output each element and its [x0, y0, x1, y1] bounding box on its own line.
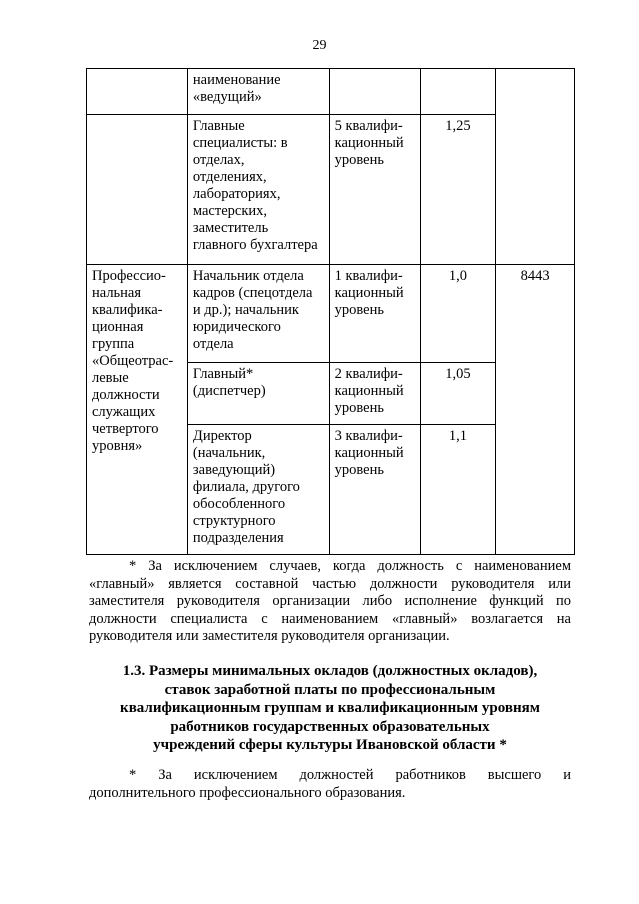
empty-cell — [87, 69, 188, 115]
title-line: ставок заработной платы по профессиональным — [164, 681, 496, 698]
cell-line: 1 квалифи- — [334, 268, 403, 284]
cell-line: специалисты: в — [192, 135, 288, 151]
cell-line: уровень — [334, 400, 384, 416]
cell-line: мастерских, — [192, 203, 268, 219]
position-cell — [187, 69, 329, 115]
level-cell — [329, 265, 420, 363]
cell-line: кационный — [334, 285, 404, 301]
cell-line: служащих — [92, 404, 156, 420]
group-name-cell — [87, 265, 188, 555]
cell-line: уровень — [334, 302, 384, 318]
cell-line: и др.); начальник — [192, 302, 299, 318]
cell-line: кадров (спецотдела — [192, 285, 313, 301]
cell-line: группа — [92, 336, 135, 352]
title-line: 1.3. Размеры минимальных окладов (должностных окладов), — [122, 663, 538, 679]
cell-line: заведующий) — [192, 462, 276, 478]
cell-line: Директор — [192, 428, 252, 444]
cell-line: юридического — [192, 319, 281, 335]
cell-line: кационный — [334, 135, 404, 151]
cell-line: кационный — [334, 445, 404, 461]
cell-line: наименование — [192, 72, 281, 88]
cell-line: нальная — [92, 285, 142, 301]
title-line: работников государственных образовательных — [170, 718, 490, 735]
cell-line: кационный — [334, 383, 404, 399]
cell-line: Начальник отдела — [192, 268, 304, 284]
cell-line: «Общеотрас- — [92, 353, 174, 369]
empty-cell — [87, 115, 188, 265]
cell-line: должности — [92, 387, 160, 403]
cell-line: 2 квалифи- — [334, 366, 403, 382]
cell-line: отдела — [192, 336, 234, 352]
cell-line: ционная — [92, 319, 144, 335]
cell-line: лабораториях, — [192, 186, 281, 202]
section-footnote: * За исключением должностей работников высшего и дополнительного профессионального образования. — [89, 767, 571, 801]
cell-line: филиала, другого — [192, 479, 300, 495]
cell-line: уровень — [334, 152, 384, 168]
cell-line: (диспетчер) — [192, 383, 266, 399]
cell-line: Главный* — [192, 366, 254, 382]
salary-cell — [496, 69, 575, 265]
salary-cell: 8443 — [496, 265, 575, 555]
cell-line: (начальник, — [192, 445, 266, 461]
cell-line: Главные — [192, 118, 245, 134]
cell-line: обособленного — [192, 496, 286, 512]
cell-line: подразделения — [192, 530, 284, 546]
cell-line: левые — [92, 370, 129, 386]
salary-table — [86, 68, 575, 555]
cell-line: 5 квалифи- — [334, 118, 403, 134]
coefficient-cell — [420, 69, 496, 115]
coefficient-cell: 1,05 — [420, 363, 496, 425]
cell-line: «ведущий» — [192, 89, 262, 105]
cell-line: структурного — [192, 513, 276, 529]
title-line: учреждений сферы культуры Ивановской области * — [153, 737, 507, 753]
cell-line: заместитель — [192, 220, 269, 236]
cell-line: квалифика- — [92, 302, 163, 318]
position-cell — [187, 265, 329, 363]
cell-line: 3 квалифи- — [334, 428, 403, 444]
coefficient-cell: 1,25 — [420, 115, 496, 265]
level-cell — [329, 69, 420, 115]
coefficient-cell: 1,0 — [420, 265, 496, 363]
section-title — [89, 662, 571, 755]
page-number: 29 — [312, 38, 327, 53]
cell-line: Профессио- — [92, 268, 166, 284]
position-cell — [187, 115, 329, 265]
table-row — [87, 69, 575, 115]
cell-line: четвертого — [92, 421, 159, 437]
table-row — [87, 265, 575, 363]
level-cell — [329, 425, 420, 555]
position-cell — [187, 425, 329, 555]
coefficient-cell: 1,1 — [420, 425, 496, 555]
title-line: квалификационным группам и квалификационным уровням — [120, 700, 540, 716]
cell-line: уровень — [334, 462, 384, 478]
position-cell — [187, 363, 329, 425]
level-cell — [329, 115, 420, 265]
cell-line: отделах, — [192, 152, 245, 168]
level-cell — [329, 363, 420, 425]
table-footnote: * За исключением случаев, когда должность с наименованием «главный» является составной частью должности руководителя или заместителя руководителя организации либо исполнение функций по должности специалиста с наименованием «главный» возлагается на руководителя или заместителя руководителя организации. — [89, 558, 571, 644]
cell-line: уровня» — [92, 438, 143, 454]
cell-line: главного бухгалтера — [192, 237, 318, 253]
cell-line: отделениях, — [192, 169, 267, 185]
